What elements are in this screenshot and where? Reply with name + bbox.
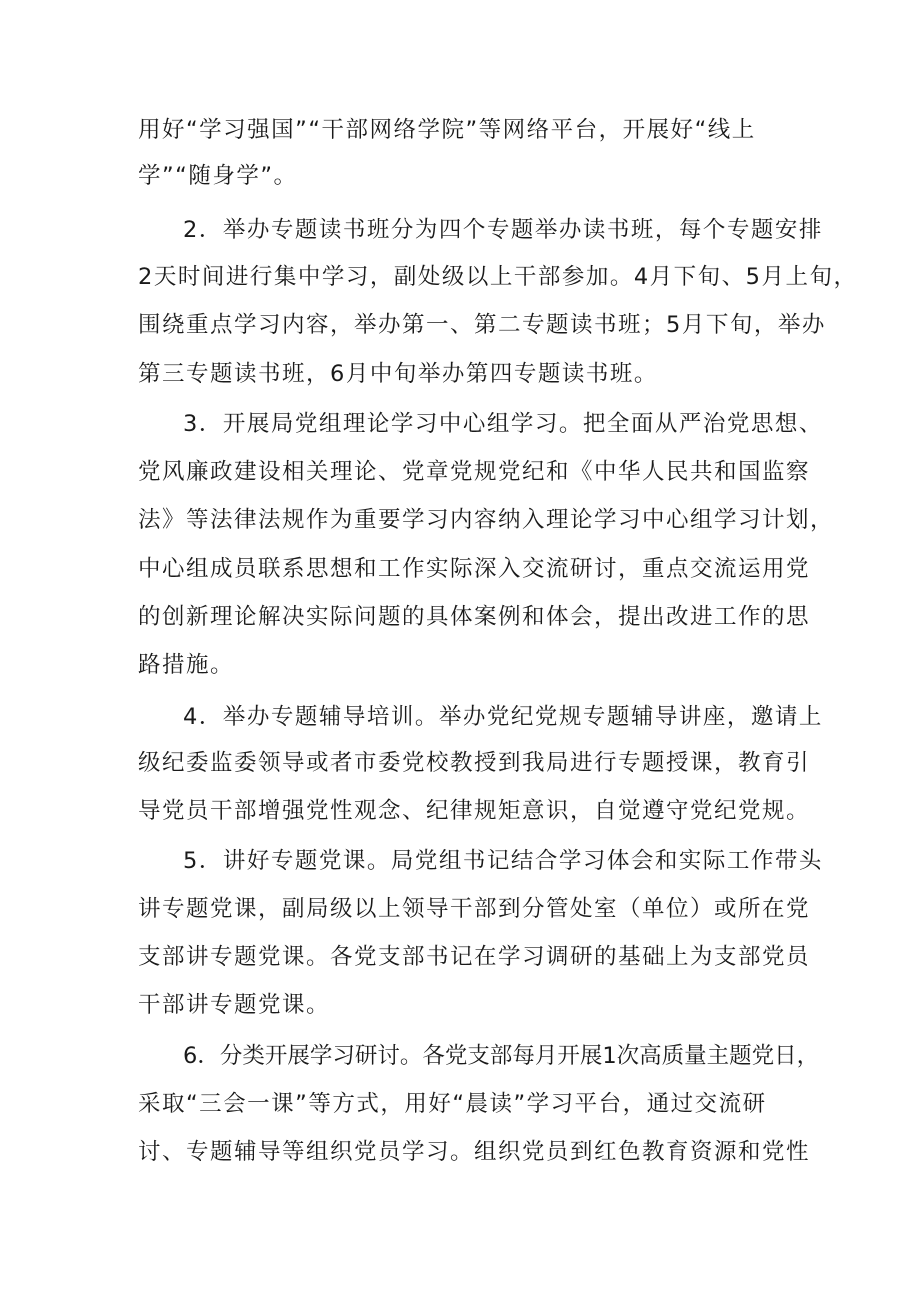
text-line: 用好“学习强国”“干部网络学院”等网络平台，开展好“线上 <box>138 117 756 143</box>
paragraph-3-heading: 3．开展局党组理论学习中心组学习。把全面从严治党思想、 <box>183 411 823 437</box>
paragraph-6-heading: 6．分类开展学习研讨。各党支部每月开展1次高质量主题党日， <box>183 1043 820 1069</box>
paragraph-5-heading: 5．讲好专题党课。局党组书记结合学习体会和实际工作带头 <box>183 848 823 874</box>
text-line: 讨、专题辅导等组织党员学习。组织党员到红色教育资源和党性 <box>138 1139 811 1165</box>
text-line: 支部讲专题党课。各党支部书记在学习调研的基础上为支部党员 <box>138 944 811 970</box>
text-line: 采取“三会一课”等方式，用好“晨读”学习平台，通过交流研 <box>138 1091 767 1117</box>
text-line: 第三专题读书班，6月中旬举办第四专题读书班。 <box>138 361 658 387</box>
text-line: 导党员干部增强党性观念、纪律规矩意识，自觉遵守党纪党规。 <box>138 798 811 824</box>
text-line: 路措施。 <box>138 652 235 678</box>
paragraph-4-heading: 4．举办专题辅导培训。举办党纪党规专题辅导讲座，邀请上 <box>183 704 823 730</box>
text-line: 干部讲专题党课。 <box>138 992 331 1018</box>
paragraph-2-heading: 2．举办专题读书班分为四个专题举办读书班，每个专题安排 <box>183 217 823 243</box>
text-line: 围绕重点学习内容，举办第一、第二专题读书班；5月下旬，举办 <box>138 312 826 338</box>
text-line: 讲专题党课，副局级以上领导干部到分管处室（单位）或所在党 <box>138 896 811 922</box>
text-line: 学”“随身学”。 <box>138 163 298 189</box>
text-line: 2天时间进行集中学习，副处级以上干部参加。4月下旬、5月上旬， <box>138 264 858 290</box>
text-line: 法》等法律法规作为重要学习内容纳入理论学习中心组学习计划， <box>138 507 835 533</box>
text-line: 的创新理论解决实际问题的具体案例和体会，提出改进工作的思 <box>138 604 811 630</box>
text-line: 党风廉政建设相关理论、党章党规党纪和《中华人民共和国监察 <box>138 459 811 485</box>
text-line: 中心组成员联系思想和工作实际深入交流研讨，重点交流运用党 <box>138 556 811 582</box>
text-line: 级纪委监委领导或者市委党校教授到我局进行专题授课，教育引 <box>138 750 811 776</box>
